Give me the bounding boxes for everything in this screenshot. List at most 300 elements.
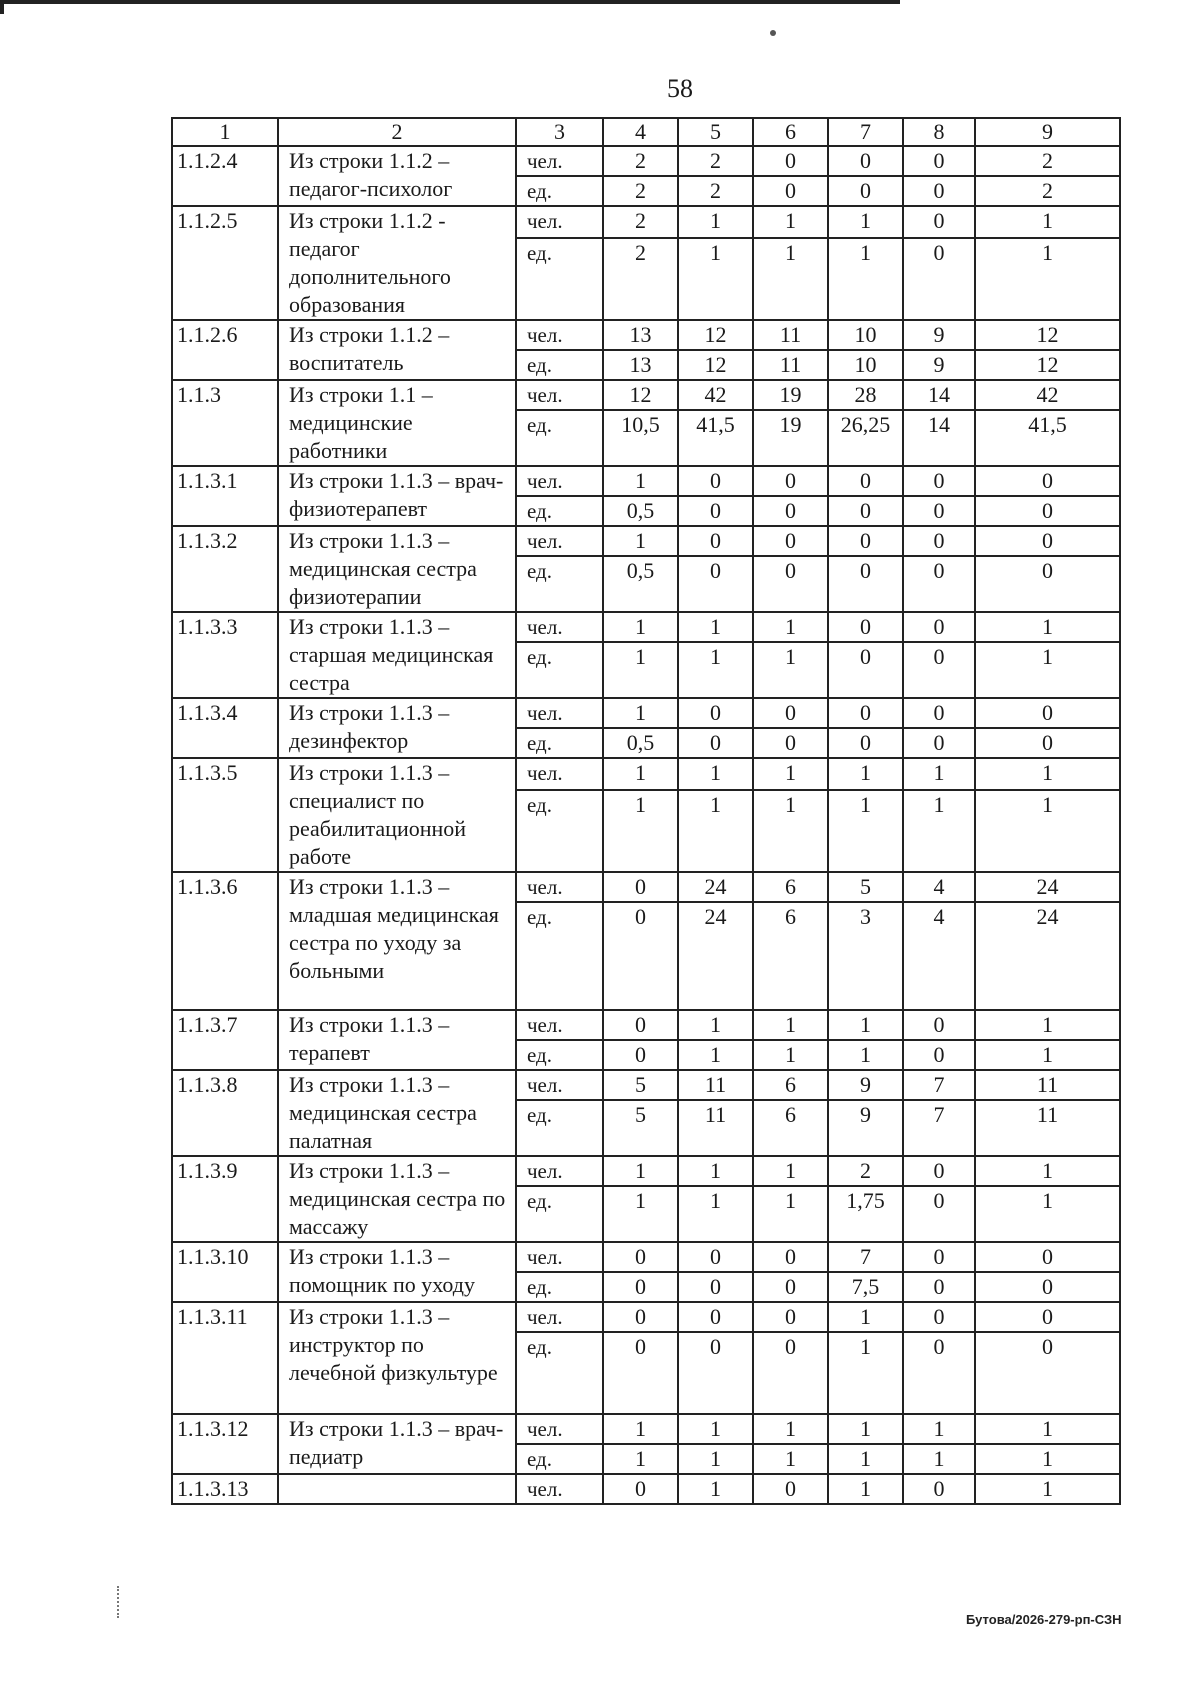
row-unit: чел. — [516, 1414, 603, 1444]
table-row — [172, 526, 1120, 556]
row-unit: ед. — [516, 790, 603, 872]
value-cell-col-4: 1 — [603, 1414, 678, 1444]
row-indicator-name: Из строки 1.1.3 – специалист по реабилитационной работе — [278, 758, 516, 872]
value-cell-col-8: 0 — [903, 1272, 975, 1302]
row-indicator-name: Из строки 1.1.3 – врач-педиатр — [278, 1414, 516, 1474]
value-cell-col-7: 0 — [828, 496, 903, 526]
row-code: 1.1.3.13 — [172, 1474, 278, 1504]
value-cell-col-6: 6 — [753, 1070, 828, 1100]
value-cell-col-4: 5 — [603, 1070, 678, 1100]
value-cell-col-5: 0 — [678, 1302, 753, 1332]
value-cell-col-9: 12 — [975, 350, 1120, 380]
value-cell-col-5: 1 — [678, 1040, 753, 1070]
table-row — [172, 872, 1120, 902]
value-cell-col-8: 14 — [903, 380, 975, 410]
value-cell-col-7: 1 — [828, 206, 903, 238]
row-unit: ед. — [516, 1272, 603, 1302]
scan-artifact-mark — [770, 30, 776, 36]
value-cell-col-7: 2 — [828, 1156, 903, 1186]
value-cell-col-9: 12 — [975, 320, 1120, 350]
value-cell-col-9: 1 — [975, 790, 1120, 872]
row-code: 1.1.2.6 — [172, 320, 278, 380]
value-cell-col-6: 6 — [753, 872, 828, 902]
table-row — [172, 380, 1120, 410]
value-cell-col-8: 9 — [903, 320, 975, 350]
value-cell-col-7: 1 — [828, 1474, 903, 1504]
row-unit: чел. — [516, 206, 603, 238]
value-cell-col-4: 0,5 — [603, 728, 678, 758]
value-cell-col-9: 0 — [975, 526, 1120, 556]
value-cell-col-5: 42 — [678, 380, 753, 410]
value-cell-col-6: 0 — [753, 176, 828, 206]
row-unit: ед. — [516, 1186, 603, 1242]
value-cell-col-7: 1 — [828, 1444, 903, 1474]
value-cell-col-4: 1 — [603, 526, 678, 556]
row-unit: ед. — [516, 1332, 603, 1414]
value-cell-col-4: 12 — [603, 380, 678, 410]
value-cell-col-9: 2 — [975, 146, 1120, 176]
value-cell-col-4: 0 — [603, 902, 678, 1010]
value-cell-col-9: 41,5 — [975, 410, 1120, 466]
value-cell-col-5: 1 — [678, 790, 753, 872]
value-cell-col-4: 0,5 — [603, 496, 678, 526]
value-cell-col-6: 0 — [753, 1474, 828, 1504]
value-cell-col-5: 1 — [678, 642, 753, 698]
value-cell-col-5: 1 — [678, 1156, 753, 1186]
value-cell-col-7: 7,5 — [828, 1272, 903, 1302]
value-cell-col-5: 11 — [678, 1100, 753, 1156]
row-unit: ед. — [516, 238, 603, 320]
value-cell-col-6: 1 — [753, 612, 828, 642]
value-cell-col-6: 11 — [753, 320, 828, 350]
value-cell-col-7: 0 — [828, 642, 903, 698]
value-cell-col-9: 1 — [975, 238, 1120, 320]
row-indicator-name: Из строки 1.1.3 – медицинская сестра физиотерапии — [278, 526, 516, 612]
row-code: 1.1.2.4 — [172, 146, 278, 206]
value-cell-col-8: 7 — [903, 1100, 975, 1156]
value-cell-col-7: 9 — [828, 1100, 903, 1156]
row-unit: чел. — [516, 320, 603, 350]
value-cell-col-5: 2 — [678, 176, 753, 206]
row-unit: чел. — [516, 1156, 603, 1186]
value-cell-col-6: 1 — [753, 1156, 828, 1186]
value-cell-col-9: 1 — [975, 1186, 1120, 1242]
row-unit: чел. — [516, 698, 603, 728]
column-number-header: 5 — [678, 118, 753, 146]
row-unit: ед. — [516, 496, 603, 526]
table-row — [172, 1070, 1120, 1100]
value-cell-col-9: 1 — [975, 642, 1120, 698]
row-unit: чел. — [516, 380, 603, 410]
row-unit: чел. — [516, 1242, 603, 1272]
value-cell-col-7: 1 — [828, 1302, 903, 1332]
value-cell-col-6: 1 — [753, 758, 828, 790]
value-cell-col-8: 9 — [903, 350, 975, 380]
value-cell-col-8: 0 — [903, 496, 975, 526]
value-cell-col-9: 0 — [975, 1302, 1120, 1332]
value-cell-col-9: 11 — [975, 1070, 1120, 1100]
value-cell-col-9: 0 — [975, 466, 1120, 496]
row-unit: чел. — [516, 612, 603, 642]
value-cell-col-6: 1 — [753, 1186, 828, 1242]
value-cell-col-8: 1 — [903, 790, 975, 872]
row-code: 1.1.3.11 — [172, 1302, 278, 1414]
row-code: 1.1.3.6 — [172, 872, 278, 1010]
row-unit: ед. — [516, 642, 603, 698]
value-cell-col-6: 0 — [753, 146, 828, 176]
value-cell-col-6: 0 — [753, 556, 828, 612]
row-unit: чел. — [516, 526, 603, 556]
value-cell-col-8: 0 — [903, 1010, 975, 1040]
value-cell-col-8: 0 — [903, 1302, 975, 1332]
row-indicator-name: Из строки 1.1.3 – младшая медицинская сестра по уходу за больными — [278, 872, 516, 1010]
value-cell-col-4: 0 — [603, 1040, 678, 1070]
value-cell-col-5: 24 — [678, 872, 753, 902]
value-cell-col-4: 0 — [603, 1474, 678, 1504]
value-cell-col-7: 28 — [828, 380, 903, 410]
value-cell-col-9: 1 — [975, 758, 1120, 790]
table-row — [172, 1302, 1120, 1332]
value-cell-col-5: 41,5 — [678, 410, 753, 466]
value-cell-col-9: 2 — [975, 176, 1120, 206]
column-number-header: 8 — [903, 118, 975, 146]
row-unit: чел. — [516, 146, 603, 176]
value-cell-col-7: 0 — [828, 612, 903, 642]
value-cell-col-5: 1 — [678, 612, 753, 642]
value-cell-col-8: 0 — [903, 176, 975, 206]
row-code: 1.1.3.12 — [172, 1414, 278, 1474]
value-cell-col-7: 1 — [828, 238, 903, 320]
row-indicator-name: Из строки 1.1.2 – воспитатель — [278, 320, 516, 380]
value-cell-col-5: 1 — [678, 1474, 753, 1504]
value-cell-col-8: 0 — [903, 1186, 975, 1242]
value-cell-col-7: 3 — [828, 902, 903, 1010]
value-cell-col-5: 1 — [678, 1414, 753, 1444]
value-cell-col-9: 1 — [975, 1156, 1120, 1186]
value-cell-col-6: 0 — [753, 466, 828, 496]
value-cell-col-6: 1 — [753, 206, 828, 238]
row-unit: ед. — [516, 176, 603, 206]
row-unit: чел. — [516, 1010, 603, 1040]
value-cell-col-6: 0 — [753, 496, 828, 526]
table-row — [172, 320, 1120, 350]
value-cell-col-8: 14 — [903, 410, 975, 466]
column-number-header: 3 — [516, 118, 603, 146]
value-cell-col-8: 0 — [903, 206, 975, 238]
value-cell-col-6: 0 — [753, 1302, 828, 1332]
value-cell-col-4: 5 — [603, 1100, 678, 1156]
value-cell-col-7: 1 — [828, 1414, 903, 1444]
row-unit: ед. — [516, 1444, 603, 1474]
value-cell-col-6: 0 — [753, 1242, 828, 1272]
column-number-header: 7 — [828, 118, 903, 146]
value-cell-col-7: 26,25 — [828, 410, 903, 466]
value-cell-col-7: 1,75 — [828, 1186, 903, 1242]
value-cell-col-7: 1 — [828, 1010, 903, 1040]
value-cell-col-8: 0 — [903, 556, 975, 612]
value-cell-col-4: 10,5 — [603, 410, 678, 466]
value-cell-col-8: 4 — [903, 902, 975, 1010]
value-cell-col-7: 1 — [828, 1040, 903, 1070]
value-cell-col-4: 1 — [603, 466, 678, 496]
value-cell-col-9: 0 — [975, 556, 1120, 612]
staffing-table-body — [172, 118, 1120, 1504]
value-cell-col-4: 1 — [603, 790, 678, 872]
value-cell-col-8: 1 — [903, 758, 975, 790]
value-cell-col-8: 0 — [903, 1242, 975, 1272]
table-row — [172, 1242, 1120, 1272]
value-cell-col-6: 6 — [753, 1100, 828, 1156]
row-unit: чел. — [516, 1070, 603, 1100]
row-code: 1.1.3.3 — [172, 612, 278, 698]
value-cell-col-7: 0 — [828, 146, 903, 176]
value-cell-col-6: 1 — [753, 790, 828, 872]
column-number-header: 9 — [975, 118, 1120, 146]
column-number-header: 1 — [172, 118, 278, 146]
row-indicator-name: Из строки 1.1.3 – терапевт — [278, 1010, 516, 1070]
row-unit: чел. — [516, 1302, 603, 1332]
column-number-header: 4 — [603, 118, 678, 146]
value-cell-col-7: 0 — [828, 698, 903, 728]
row-indicator-name: Из строки 1.1.3 – инструктор по лечебной физкультуре — [278, 1302, 516, 1414]
value-cell-col-8: 0 — [903, 146, 975, 176]
value-cell-col-5: 0 — [678, 1242, 753, 1272]
row-unit: ед. — [516, 556, 603, 612]
scan-margin-dots — [117, 1586, 121, 1618]
row-indicator-name: Из строки 1.1 – медицинские работники — [278, 380, 516, 466]
value-cell-col-5: 12 — [678, 350, 753, 380]
value-cell-col-4: 1 — [603, 698, 678, 728]
value-cell-col-7: 0 — [828, 466, 903, 496]
value-cell-col-5: 0 — [678, 698, 753, 728]
value-cell-col-9: 0 — [975, 1272, 1120, 1302]
value-cell-col-9: 1 — [975, 1010, 1120, 1040]
value-cell-col-4: 0 — [603, 1332, 678, 1414]
value-cell-col-5: 0 — [678, 728, 753, 758]
value-cell-col-9: 1 — [975, 206, 1120, 238]
value-cell-col-8: 0 — [903, 728, 975, 758]
row-indicator-name: Из строки 1.1.3 – врач-физиотерапевт — [278, 466, 516, 526]
value-cell-col-9: 0 — [975, 496, 1120, 526]
value-cell-col-4: 2 — [603, 206, 678, 238]
value-cell-col-8: 1 — [903, 1414, 975, 1444]
value-cell-col-5: 1 — [678, 206, 753, 238]
value-cell-col-5: 1 — [678, 1010, 753, 1040]
value-cell-col-8: 0 — [903, 466, 975, 496]
value-cell-col-5: 2 — [678, 146, 753, 176]
value-cell-col-4: 1 — [603, 1156, 678, 1186]
row-indicator-name: Из строки 1.1.3 – дезинфектор — [278, 698, 516, 758]
value-cell-col-9: 0 — [975, 1332, 1120, 1414]
value-cell-col-5: 1 — [678, 1186, 753, 1242]
table-row — [172, 758, 1120, 790]
value-cell-col-5: 0 — [678, 526, 753, 556]
value-cell-col-7: 1 — [828, 790, 903, 872]
row-indicator-name: Из строки 1.1.2 – педагог-психолог — [278, 146, 516, 206]
value-cell-col-4: 1 — [603, 758, 678, 790]
value-cell-col-7: 1 — [828, 758, 903, 790]
value-cell-col-6: 0 — [753, 1332, 828, 1414]
row-indicator-name: Из строки 1.1.3 – помощник по уходу — [278, 1242, 516, 1302]
value-cell-col-4: 0 — [603, 1242, 678, 1272]
value-cell-col-6: 11 — [753, 350, 828, 380]
table-row — [172, 466, 1120, 496]
value-cell-col-4: 1 — [603, 1186, 678, 1242]
row-indicator-name: Из строки 1.1.3 – медицинская сестра палатная — [278, 1070, 516, 1156]
value-cell-col-5: 0 — [678, 496, 753, 526]
value-cell-col-5: 11 — [678, 1070, 753, 1100]
value-cell-col-4: 0,5 — [603, 556, 678, 612]
value-cell-col-6: 1 — [753, 1010, 828, 1040]
row-unit: чел. — [516, 466, 603, 496]
value-cell-col-7: 0 — [828, 526, 903, 556]
value-cell-col-7: 7 — [828, 1242, 903, 1272]
value-cell-col-6: 19 — [753, 410, 828, 466]
value-cell-col-9: 1 — [975, 1414, 1120, 1444]
value-cell-col-4: 2 — [603, 238, 678, 320]
column-number-header: 2 — [278, 118, 516, 146]
row-unit: ед. — [516, 902, 603, 1010]
row-unit: ед. — [516, 350, 603, 380]
table-row — [172, 1474, 1120, 1504]
column-number-header: 6 — [753, 118, 828, 146]
value-cell-col-7: 10 — [828, 350, 903, 380]
value-cell-col-8: 7 — [903, 1070, 975, 1100]
row-code: 1.1.3.1 — [172, 466, 278, 526]
value-cell-col-8: 0 — [903, 642, 975, 698]
value-cell-col-8: 0 — [903, 526, 975, 556]
value-cell-col-8: 0 — [903, 1332, 975, 1414]
row-code: 1.1.3.7 — [172, 1010, 278, 1070]
value-cell-col-8: 0 — [903, 612, 975, 642]
column-number-row — [172, 118, 1120, 146]
value-cell-col-6: 1 — [753, 238, 828, 320]
row-code: 1.1.3.5 — [172, 758, 278, 872]
table-row — [172, 146, 1120, 176]
row-unit: чел. — [516, 872, 603, 902]
value-cell-col-9: 1 — [975, 612, 1120, 642]
value-cell-col-8: 1 — [903, 1444, 975, 1474]
value-cell-col-4: 2 — [603, 146, 678, 176]
value-cell-col-8: 0 — [903, 698, 975, 728]
row-code: 1.1.3 — [172, 380, 278, 466]
row-code: 1.1.3.4 — [172, 698, 278, 758]
scan-top-edge-line — [0, 0, 900, 4]
row-indicator-name: Из строки 1.1.2 - педагог дополнительного образования — [278, 206, 516, 320]
value-cell-col-7: 10 — [828, 320, 903, 350]
value-cell-col-8: 0 — [903, 238, 975, 320]
value-cell-col-7: 1 — [828, 1332, 903, 1414]
value-cell-col-5: 0 — [678, 556, 753, 612]
value-cell-col-4: 2 — [603, 176, 678, 206]
row-unit: ед. — [516, 410, 603, 466]
value-cell-col-9: 0 — [975, 698, 1120, 728]
row-indicator-name: Из строки 1.1.3 – медицинская сестра по массажу — [278, 1156, 516, 1242]
value-cell-col-5: 24 — [678, 902, 753, 1010]
table-row — [172, 206, 1120, 238]
row-indicator-name: Из строки 1.1.3 – старшая медицинская сестра — [278, 612, 516, 698]
value-cell-col-6: 1 — [753, 1444, 828, 1474]
value-cell-col-5: 0 — [678, 1332, 753, 1414]
value-cell-col-5: 1 — [678, 1444, 753, 1474]
value-cell-col-9: 0 — [975, 1242, 1120, 1272]
value-cell-col-9: 24 — [975, 902, 1120, 1010]
value-cell-col-5: 0 — [678, 1272, 753, 1302]
table-row — [172, 1010, 1120, 1040]
value-cell-col-9: 42 — [975, 380, 1120, 410]
value-cell-col-6: 6 — [753, 902, 828, 1010]
row-unit: чел. — [516, 758, 603, 790]
value-cell-col-6: 0 — [753, 526, 828, 556]
row-code: 1.1.3.2 — [172, 526, 278, 612]
value-cell-col-4: 13 — [603, 320, 678, 350]
value-cell-col-9: 1 — [975, 1474, 1120, 1504]
scan-corner-mark — [0, 0, 22, 14]
value-cell-col-5: 1 — [678, 238, 753, 320]
page-number: 58 — [667, 74, 693, 103]
row-code: 1.1.3.8 — [172, 1070, 278, 1156]
table-row — [172, 698, 1120, 728]
value-cell-col-4: 1 — [603, 1444, 678, 1474]
value-cell-col-4: 0 — [603, 1010, 678, 1040]
value-cell-col-9: 1 — [975, 1040, 1120, 1070]
value-cell-col-4: 13 — [603, 350, 678, 380]
row-code: 1.1.2.5 — [172, 206, 278, 320]
value-cell-col-5: 0 — [678, 466, 753, 496]
value-cell-col-7: 0 — [828, 176, 903, 206]
value-cell-col-4: 1 — [603, 612, 678, 642]
value-cell-col-4: 0 — [603, 1272, 678, 1302]
value-cell-col-4: 1 — [603, 642, 678, 698]
staffing-table — [171, 117, 1121, 1505]
value-cell-col-8: 0 — [903, 1474, 975, 1504]
row-code: 1.1.3.10 — [172, 1242, 278, 1302]
value-cell-col-9: 11 — [975, 1100, 1120, 1156]
value-cell-col-4: 0 — [603, 1302, 678, 1332]
row-indicator-name — [278, 1474, 516, 1504]
value-cell-col-7: 5 — [828, 872, 903, 902]
table-row — [172, 612, 1120, 642]
row-unit: ед. — [516, 1100, 603, 1156]
value-cell-col-7: 9 — [828, 1070, 903, 1100]
value-cell-col-8: 0 — [903, 1040, 975, 1070]
row-unit: ед. — [516, 728, 603, 758]
value-cell-col-9: 24 — [975, 872, 1120, 902]
row-unit: чел. — [516, 1474, 603, 1504]
value-cell-col-6: 0 — [753, 1272, 828, 1302]
value-cell-col-4: 0 — [603, 872, 678, 902]
value-cell-col-7: 0 — [828, 728, 903, 758]
value-cell-col-8: 4 — [903, 872, 975, 902]
value-cell-col-5: 12 — [678, 320, 753, 350]
document-registration-number: Бутова/2026-279-рп-СЗН — [966, 1612, 1122, 1627]
value-cell-col-6: 1 — [753, 1040, 828, 1070]
value-cell-col-6: 1 — [753, 1414, 828, 1444]
value-cell-col-8: 0 — [903, 1156, 975, 1186]
value-cell-col-6: 0 — [753, 728, 828, 758]
row-code: 1.1.3.9 — [172, 1156, 278, 1242]
value-cell-col-6: 19 — [753, 380, 828, 410]
value-cell-col-9: 0 — [975, 728, 1120, 758]
row-unit: ед. — [516, 1040, 603, 1070]
value-cell-col-7: 0 — [828, 556, 903, 612]
value-cell-col-9: 1 — [975, 1444, 1120, 1474]
value-cell-col-6: 1 — [753, 642, 828, 698]
table-row — [172, 1414, 1120, 1444]
table-row — [172, 1156, 1120, 1186]
value-cell-col-5: 1 — [678, 758, 753, 790]
value-cell-col-6: 0 — [753, 698, 828, 728]
